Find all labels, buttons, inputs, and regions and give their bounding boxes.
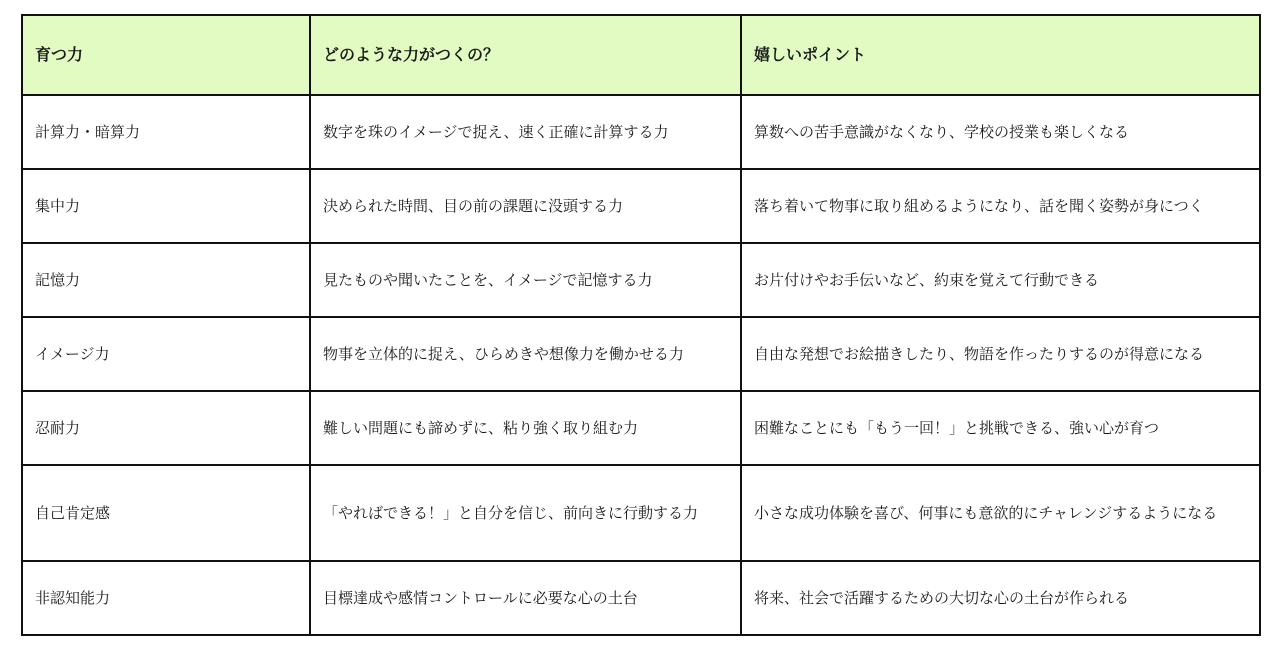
cell-benefit: 自由な発想でお絵描きしたり、物語を作ったりするのが得意になる <box>741 317 1260 391</box>
header-skill: 育つ力 <box>22 15 310 95</box>
cell-benefit: 落ち着いて物事に取り組めるようになり、話を聞く姿勢が身につく <box>741 169 1260 243</box>
cell-ability: 数字を珠のイメージで捉え、速く正確に計算する力 <box>310 95 741 169</box>
cell-ability: 決められた時間、目の前の課題に没頭する力 <box>310 169 741 243</box>
cell-ability: 見たものや聞いたことを、イメージで記憶する力 <box>310 243 741 317</box>
cell-skill: 集中力 <box>22 169 310 243</box>
cell-skill: 計算力・暗算力 <box>22 95 310 169</box>
skills-table <box>21 14 1261 636</box>
table-row <box>22 169 1260 243</box>
cell-benefit: 将来、社会で活躍するための大切な心の土台が作られる <box>741 561 1260 635</box>
cell-ability: 物事を立体的に捉え、ひらめきや想像力を働かせる力 <box>310 317 741 391</box>
table-row <box>22 317 1260 391</box>
header-ability: どのような力がつくの？ <box>310 15 741 95</box>
cell-skill: 自己肯定感 <box>22 465 310 561</box>
cell-skill: 非認知能力 <box>22 561 310 635</box>
cell-benefit: 困難なことにも「もう一回！」と挑戦できる、強い心が育つ <box>741 391 1260 465</box>
cell-benefit: 算数への苦手意識がなくなり、学校の授業も楽しくなる <box>741 95 1260 169</box>
cell-ability: 目標達成や感情コントロールに必要な心の土台 <box>310 561 741 635</box>
table-row <box>22 561 1260 635</box>
table-header-row <box>22 15 1260 95</box>
table-row <box>22 465 1260 561</box>
cell-skill: 記憶力 <box>22 243 310 317</box>
table-row <box>22 95 1260 169</box>
cell-skill: イメージ力 <box>22 317 310 391</box>
table-row <box>22 391 1260 465</box>
header-benefit: 嬉しいポイント <box>741 15 1260 95</box>
table-row <box>22 243 1260 317</box>
cell-benefit: 小さな成功体験を喜び、何事にも意欲的にチャレンジするようになる <box>741 465 1260 561</box>
cell-benefit: お片付けやお手伝いなど、約束を覚えて行動できる <box>741 243 1260 317</box>
cell-ability: 「やればできる！」と自分を信じ、前向きに行動する力 <box>310 465 741 561</box>
cell-ability: 難しい問題にも諦めずに、粘り強く取り組む力 <box>310 391 741 465</box>
cell-skill: 忍耐力 <box>22 391 310 465</box>
